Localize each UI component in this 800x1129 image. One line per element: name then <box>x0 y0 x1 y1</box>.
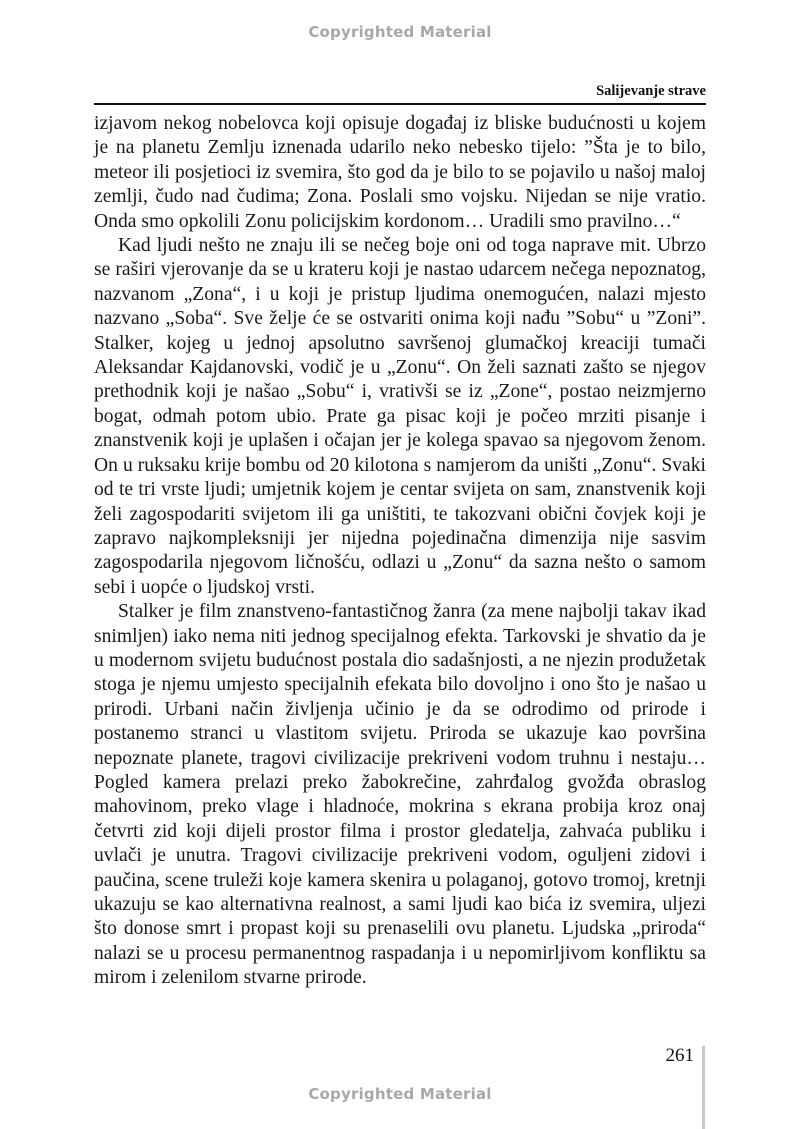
copyright-watermark-bottom: Copyrighted Material <box>308 1085 492 1103</box>
copyright-watermark-top: Copyrighted Material <box>308 23 492 41</box>
paragraph: Kad ljudi nešto ne znaju ili se nečeg boje oni od toga naprave mit. Ubrzo se raširi vjerovanje da se u krateru koji je nastao udarcem nečega nepoznatog, nazvanom „Zona“, i u koji je pristup ljudima onemogućen, nalazi mjesto nazvano „Soba“. Sve želje će se ostvariti onima koji nađu ”Sobu“ u ”Zoni”. Stalker, kojeg u jednoj apsolutno savršenoj glumačkoj kreaciji tumači Aleksandar Kajdanovski, vodič je u „Zonu“. On želi saznati zašto se njegov prethodnik koji je našao „Sobu“ i, vrativši se iz „Zone“, postao neizmjerno bogat, odmah potom ubio. Prate ga pisac koji je počeo mrziti pisanje i znanstvenik koji je uplašen i očajan jer je kolega spavao sa njegovom ženom. On u ruksaku krije bombu od 20 kilotona s namjerom da uništi „Zonu“. Svaki od te tri vrste ljudi; umjetnik kojem je centar svijeta on sam, znanstvenik koji želi zagospodariti svijetom ili ga uništiti, te takozvani obični čovjek koji je zapravo najkompleksniji jer nijedna pojedinačna dimenzija nije sasvim zagospodarila njegovom ličnošću, odlazi u „Zonu“ da sazna nešto o samom sebi i uopće o ljudskoj vrsti. <box>94 235 706 598</box>
paragraph-continued: izjavom nekog nobelovca koji opisuje događaj iz bliske budućnosti u kojem je na planetu Zemlju iznenada udarilo neko nebesko tijelo: ”Šta je to bilo, meteor ili posjetioci iz svemira, što god da je bilo to se pojavilo u našoj maloj zemlji, čudo nad čudima; Zona. Poslali smo vojsku. Nijedan se nije vratio. Onda smo opkolili Zonu policijskim kordonom… Uradili smo pravilno…“ <box>94 113 706 232</box>
running-header-title: Salijevanje strave <box>596 83 706 99</box>
page-body <box>94 112 706 991</box>
paragraph: Stalker je film znanstveno-fantastičnog žanra (za mene najbolji takav ikad snimljen) iako nema niti jednog specijalnog efekta. Tarkovski je shvatio da je u modernom svijetu budućnost postala dio sadašnjosti, a ne njezin produžetak stoga je njemu umjesto specijalnih efekata bilo dovoljno i ono što je našao u prirodi. Urbani način življenja učinio je da se odrodimo od prirode i postanemo stranci u vlastitom svijetu. Priroda se ukazuje kao površina nepoznate planete, tragovi civilizacije prekriveni vodom truhnu i nestaju… Pogled kamera prelazi preko žabokrečine, zahrđalog gvožđa obraslog mahovinom, preko vlage i hladnoće, mokrina s ekrana probija kroz onaj četvrti zid koji dijeli prostor filma i prostor gledatelja, zahvaća publiku i uvlači je unutra. Tragovi civilizacije prekriveni vodom, oguljeni zidovi i paučina, scene truleži koje kamera skenira u polaganoj, gotovo tromoj, kretnji ukazuju se kao alternativna realnost, a sami ljudi kao bića iz svemira, uljezi što donose smrt i propast koji su prenaselili ovu planetu. Ljudska „priroda“ nalazi se u procesu permanentnog raspadanja i u nepomirljivom konfliktu sa mirom i zelenilom stvarne prirode. <box>94 601 706 989</box>
header-rule <box>94 103 706 105</box>
page-number: 261 <box>665 1045 694 1066</box>
